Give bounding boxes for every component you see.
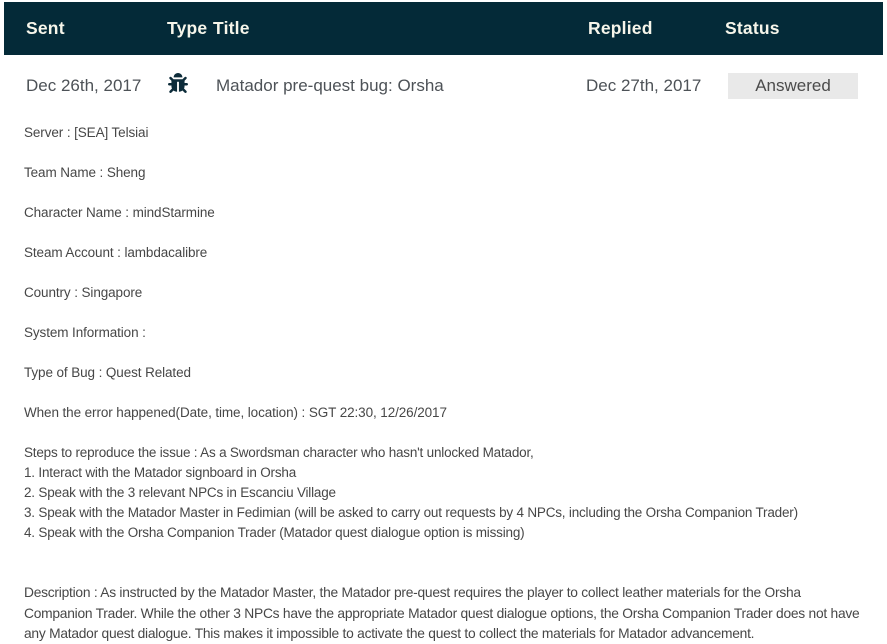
- column-header-title: Title: [213, 18, 250, 38]
- status-badge: Answered: [728, 73, 858, 99]
- step-2: 2. Speak with the 3 relevant NPCs in Escanciu Village: [24, 485, 336, 500]
- ticket-title-link[interactable]: Matador pre-quest bug: Orsha: [216, 76, 444, 95]
- field-error-time: When the error happened(Date, time, location) : SGT 22:30, 12/26/2017: [24, 405, 447, 420]
- table-header: [4, 2, 883, 55]
- steps-intro: Steps to reproduce the issue : As a Swordsman character who hasn't unlocked Matador,: [24, 445, 534, 460]
- field-system-information: System Information :: [24, 325, 146, 340]
- column-header-sent: Sent: [26, 18, 65, 38]
- step-4: 4. Speak with the Orsha Companion Trader (Matador quest dialogue option is missing): [24, 525, 525, 540]
- field-team-name: Team Name : Sheng: [24, 165, 146, 180]
- bug-icon: [168, 72, 190, 96]
- field-type-of-bug: Type of Bug : Quest Related: [24, 365, 191, 380]
- step-1: 1. Interact with the Matador signboard in Orsha: [24, 465, 296, 480]
- ticket-sent-date: Dec 26th, 2017: [26, 76, 142, 95]
- field-character-name: Character Name : mindStarmine: [24, 205, 215, 220]
- field-steam-account: Steam Account : lambdacalibre: [24, 245, 208, 260]
- ticket-row[interactable]: [4, 55, 883, 100]
- description-text: Description : As instructed by the Matador Master, the Matador pre-quest requires the player to collect leather materials for the Orsha Companion Trader. While the other 3 NPCs have the appropriate Matador quest dialogue options, the Orsha Companion Trader does not have any Matador quest dialogue. This makes it impossible to activate the quest to collect the materials for Matador advancement.: [24, 585, 860, 641]
- field-country: Country : Singapore: [24, 285, 143, 300]
- ticket-replied-date: Dec 27th, 2017: [586, 76, 702, 95]
- field-server: Server : [SEA] Telsiai: [24, 125, 149, 140]
- step-3: 3. Speak with the Matador Master in Fedimian (will be asked to carry out requests by 4 NPCs, including the Orsha Companion Trader): [24, 505, 798, 520]
- column-header-replied: Replied: [588, 18, 653, 38]
- column-header-type: Type: [167, 18, 208, 38]
- column-header-status: Status: [725, 18, 780, 38]
- steps-to-reproduce: [24, 443, 869, 543]
- ticket-body: [24, 100, 869, 644]
